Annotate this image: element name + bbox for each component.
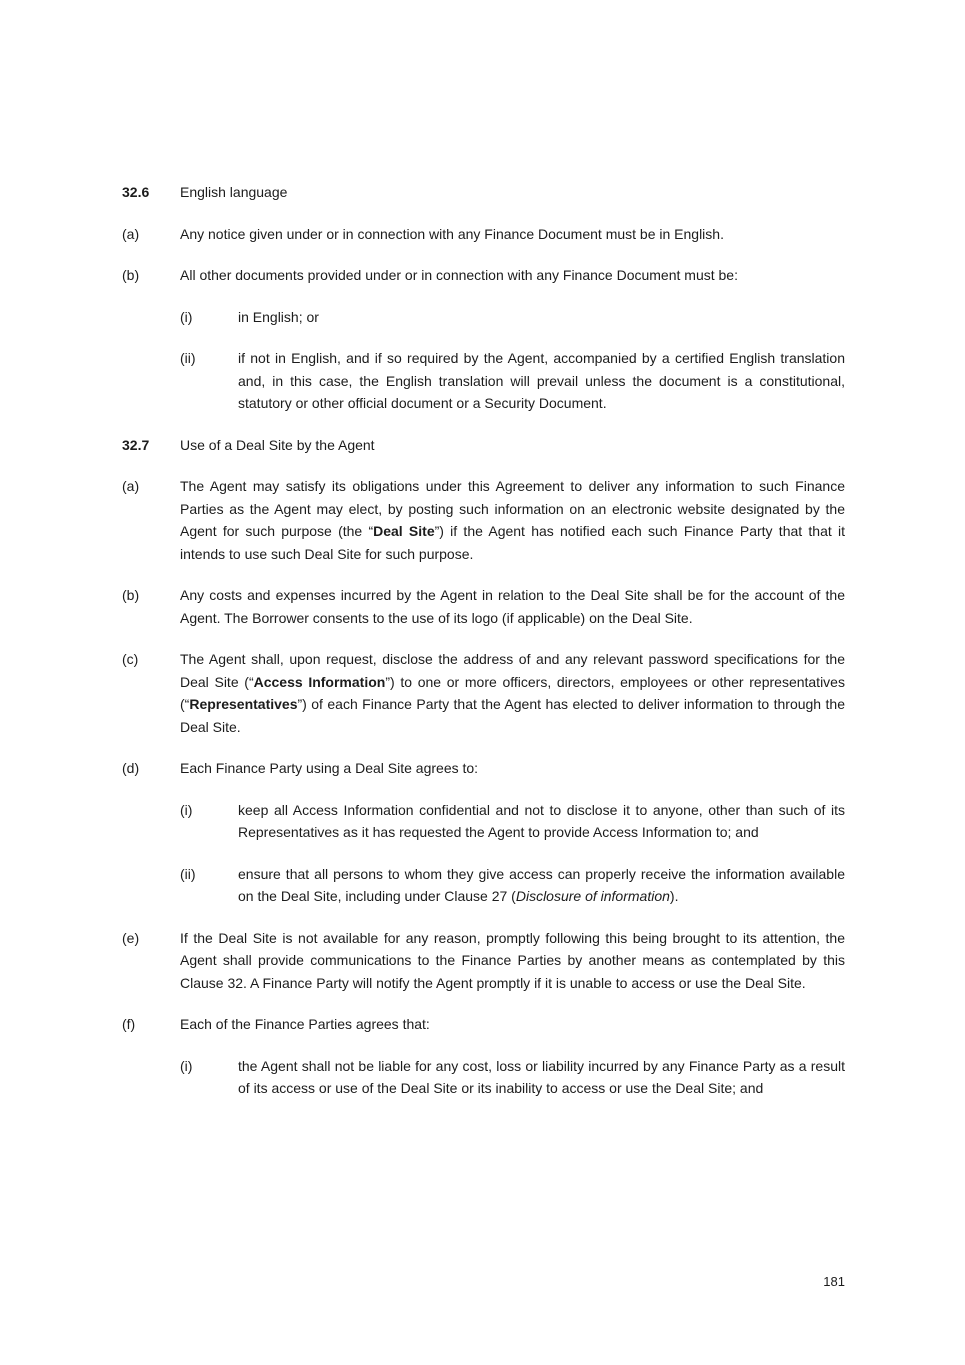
item-body (180, 584, 845, 648)
item-label: (a) (122, 225, 140, 242)
page-content (122, 181, 845, 1119)
clause-32-6 (122, 181, 845, 434)
item-label: (c) (122, 651, 139, 667)
clause-32-7 (122, 434, 845, 1119)
item-body (180, 475, 845, 584)
sub-item-i (180, 306, 845, 348)
item-body (180, 648, 845, 757)
item-body (180, 927, 845, 1014)
clause-item-b (122, 264, 845, 434)
clause-title: Use of a Deal Site by the Agent (180, 436, 375, 453)
clause-item-a (122, 475, 845, 584)
clause-heading (122, 434, 845, 476)
clause-title: English language (180, 184, 288, 200)
clause-number: 32.7 (122, 436, 150, 453)
item-body (180, 264, 845, 434)
sub-item-paragraph: keep all Access Information confidential and not to disclose it to anyone, other than such of its Representatives as it has requested the Agent to provide Access Information to; and (238, 801, 845, 840)
clause-item-a (122, 223, 845, 265)
clause-number: 32.6 (122, 184, 150, 200)
item-body (180, 1013, 845, 1119)
clause-item-d (122, 757, 845, 927)
clause-item-b (122, 584, 845, 648)
clause-item-e (122, 927, 845, 1014)
sub-item-label: (ii) (180, 350, 196, 366)
item-paragraph: Each of the Finance Parties agrees that: (180, 1016, 430, 1032)
sub-item-ii (180, 863, 845, 927)
clause-item-f (122, 1013, 845, 1119)
item-paragraph: The Agent may satisfy its obligations under this Agreement to deliver any information to such Finance Parties as the Agent may elect, by posting such information on an electronic website designated by the Agent for such purpose (the “Deal Site”) if the Agent has notified each such Finance Party that that it intends to use such Deal Site for such purpose. (180, 478, 845, 562)
sub-item-paragraph: the Agent shall not be liable for any cost, loss or liability incurred by any Finance Party as a result of its access or use of the Deal Site or its inability to access or use the Deal Site; and (238, 1057, 845, 1096)
item-body (180, 223, 845, 265)
sub-item-ii (180, 347, 845, 434)
sub-item-paragraph: if not in English, and if so required by the Agent, accompanied by a certified English translation and, in this case, the English translation will prevail unless the document is a constitutional, statutory or other official document or a Security Document. (238, 350, 845, 411)
item-paragraph: The Agent shall, upon request, disclose the address of and any relevant password specifications for the Deal Site (“Access Information”) to one or more officers, directors, employees or other representatives (“Representatives”) of each Finance Party that the Agent has elected to deliver information to through the Deal Site. (180, 651, 845, 735)
item-paragraph: Any notice given under or in connection with any Finance Document must be in English. (180, 225, 724, 242)
item-body (180, 757, 845, 927)
sub-item-label: (i) (180, 1057, 193, 1074)
item-label: (f) (122, 1016, 136, 1032)
sub-item-label: (i) (180, 308, 193, 325)
sub-item-i (180, 1055, 845, 1119)
item-paragraph: If the Deal Site is not available for any reason, promptly following this being brought to its attention, the Agent shall provide communications to the Finance Parties by another means as contemplated by this Clause 32. A Finance Party will notify the Agent promptly if it is unable to access or use the Deal Site. (180, 929, 845, 991)
sub-item-label: (i) (180, 801, 193, 818)
page-number: 181 (823, 1274, 845, 1289)
clause-heading (122, 181, 845, 223)
clause-item-c (122, 648, 845, 757)
item-paragraph: Any costs and expenses incurred by the Agent in relation to the Deal Site shall be for the account of the Agent. The Borrower consents to the use of its logo (if applicable) on the Deal Site. (180, 587, 845, 626)
sub-item-paragraph: in English; or (238, 308, 319, 325)
item-paragraph: Each Finance Party using a Deal Site agrees to: (180, 760, 479, 776)
item-label: (b) (122, 267, 140, 283)
item-label: (e) (122, 929, 140, 946)
item-label: (a) (122, 478, 140, 494)
item-paragraph: All other documents provided under or in connection with any Finance Document must be: (180, 267, 738, 283)
sub-item-i (180, 799, 845, 863)
sub-item-label: (ii) (180, 865, 196, 882)
item-label: (b) (122, 587, 140, 603)
sub-item-paragraph: ensure that all persons to whom they give access can properly receive the information available on the Deal Site, including under Clause 27 (Disclosure of information). (238, 865, 845, 904)
item-label: (d) (122, 760, 140, 776)
